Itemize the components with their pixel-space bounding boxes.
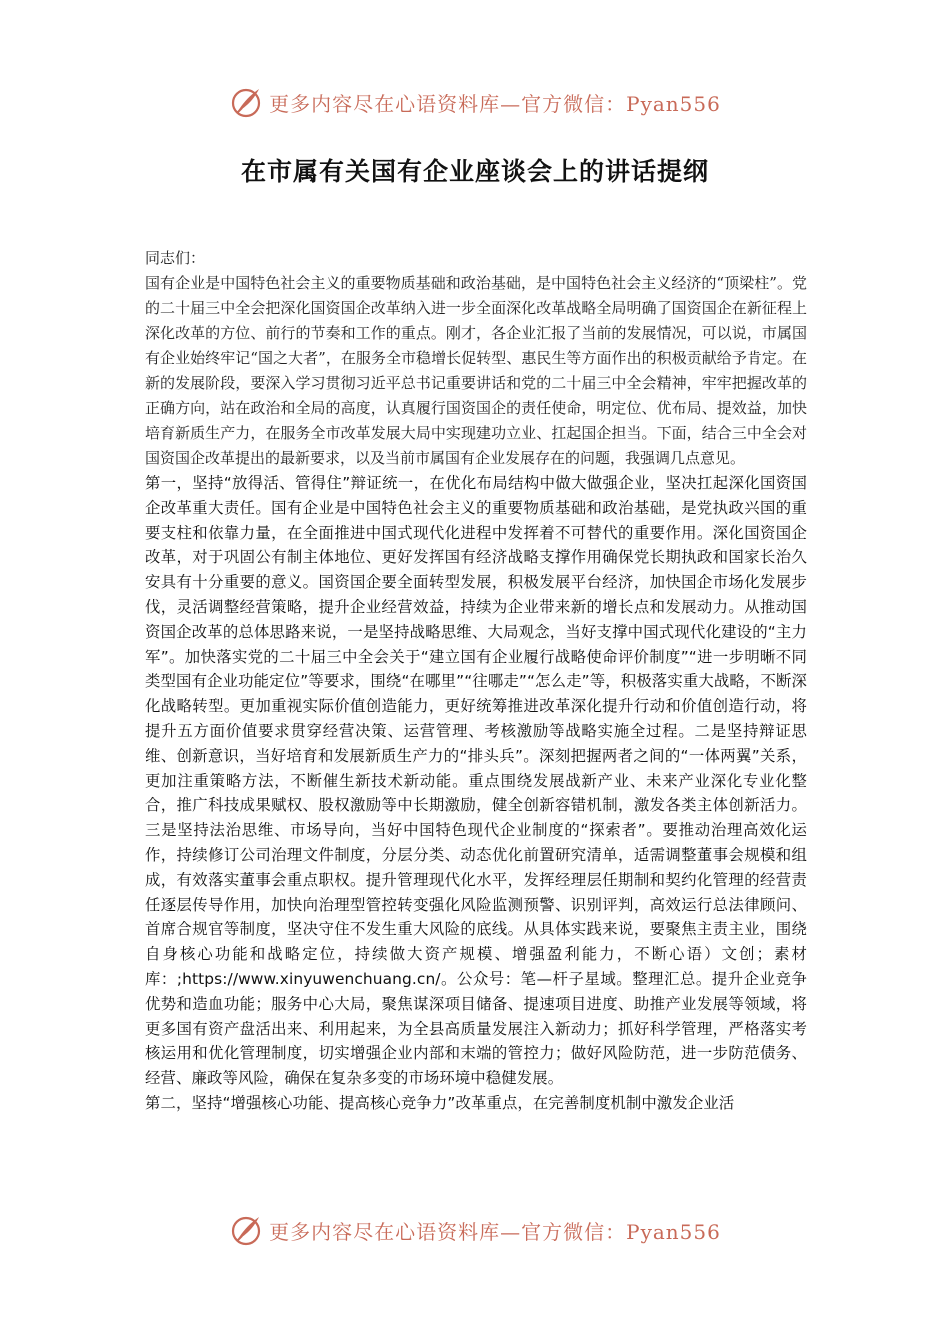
- salutation: 同志们：: [145, 249, 206, 267]
- section-two-paragraph: 第二，坚持“增强核心功能、提高核心竞争力”改革重点，在完善制度机制中激发企业活: [145, 1093, 735, 1112]
- header-watermark: [0, 82, 950, 122]
- document-title: 在市属有关国有企业座谈会上的讲话提纲: [240, 157, 709, 186]
- intro-paragraph: 国有企业是中国特色社会主义的重要物质基础和政治基础，是中国特色社会主义经济的“顶梁柱”。党的二十届三中全会把深化国资国企改革纳入进一步全面深化改革战略全局明确了国资国企在新征程上深化改革的方位、前行的节奏和工作的重点。刚才，各企业汇报了当前的发展情况，可以说，市属国有企业始终牢记“国之大者”，在服务全市稳增长促转型、惠民生等方面作出的积极贡献给予肯定。在新的发展阶段，要深入学习贯彻习近平总书记重要讲话和党的二十届三中全会精神，牢牢把握改革的正确方向，站在政治和全局的高度，认真履行国资国企的责任使命，明定位、优布局、提效益，加快培育新质生产力，在服务全市改革发展大局中实现建功立业、扛起国企担当。下面，结合三中全会对国资国企改革提出的最新要求，以及当前市属国有企业发展存在的问题，我强调几点意见。: [145, 274, 807, 467]
- document-body: [145, 246, 807, 1116]
- quill-circle-logo-icon: [229, 85, 263, 119]
- quill-circle-logo-icon: [229, 1213, 263, 1247]
- header-watermark-text: 更多内容尽在心语资料库—官方微信：Pyan556: [269, 91, 721, 116]
- footer-watermark: [0, 1210, 950, 1250]
- footer-watermark-text: 更多内容尽在心语资料库—官方微信：Pyan556: [269, 1219, 721, 1244]
- section-one-paragraph: 第一，坚持“放得活、管得住”辩证统一，在优化布局结构中做大做强企业，坚决扛起深化国资国企改革重大责任。国有企业是中国特色社会主义的重要物质基础和政治基础，是党执政兴国的重要支柱和依靠力量，在全面推进中国式现代化进程中发挥着不可替代的重要作用。深化国资国企改革，对于巩固公有制主体地位、更好发挥国有经济战略支撑作用确保党长期执政和国家长治久安具有十分重要的意义。国资国企要全面转型发展，积极发展平台经济，加快国企市场化发展步伐，灵活调整经营策略，提升企业经营效益，持续为企业带来新的增长点和发展动力。从推动国资国企改革的总体思路来说，一是坚持战略思维、大局观念，当好支撑中国式现代化建设的“主力军”。加快落实党的二十届三中全会关于“建立国有企业履行战略使命评价制度”“进一步明晰不同类型国有企业功能定位”等要求，围绕“在哪里”“往哪走”“怎么走”等，积极落实重大战略，不断深化战略转型。更加重视实际价值创造能力，更好统筹推进改革深化提升行动和价值创造行动，将提升五方面价值要求贯穿经营决策、运营管理、考核激励等战略实施全过程。二是坚持辩证思维、创新意识，当好培育和发展新质生产力的“排头兵”。深刻把握两者之间的“一体两翼”关系，更加注重策略方法，不断催生新技术新动能。重点围绕发展战新产业、未来产业深化专业化整合，推广科技成果赋权、股权激励等中长期激励，健全创新容错机制，激发各类主体创新活力。三是坚持法治思维、市场导向，当好中国特色现代企业制度的“探索者”。要推动治理高效化运作，持续修订公司治理文件制度，分层分类、动态优化前置研究清单，适需调整董事会规模和组成，有效落实董事会重点职权。提升管理现代化水平，发挥经理层任期制和契约化管理的经营责任逐层传导作用，加快向治理型管控转变强化风险监测预警、识别评判，高效运行总法律顾问、首席合规官等制度，坚决守住不发生重大风险的底线。从具体实践来说，要聚焦主责主业，围绕自身核心功能和战略定位，持续做大资产规模、增强盈利能力，不断心语）文创；素材库：;https://www.xinyuwenchuang.cn/。公众号：笔—杆子星域。整理汇总。提升企业竞争优势和造血功能；服务中心大局，聚焦谋深项目储备、提速项目进度、助推产业发展等领域，将更多国有资产盘活出来、利用起来，为全县高质量发展注入新动力；抓好科学管理，严格落实考核运用和优化管理制度，切实增强企业内部和末端的管控力；做好风险防范，进一步防范债务、经营、廉政等风险，确保在复杂多变的市场环境中稳健发展。: [145, 474, 807, 1088]
